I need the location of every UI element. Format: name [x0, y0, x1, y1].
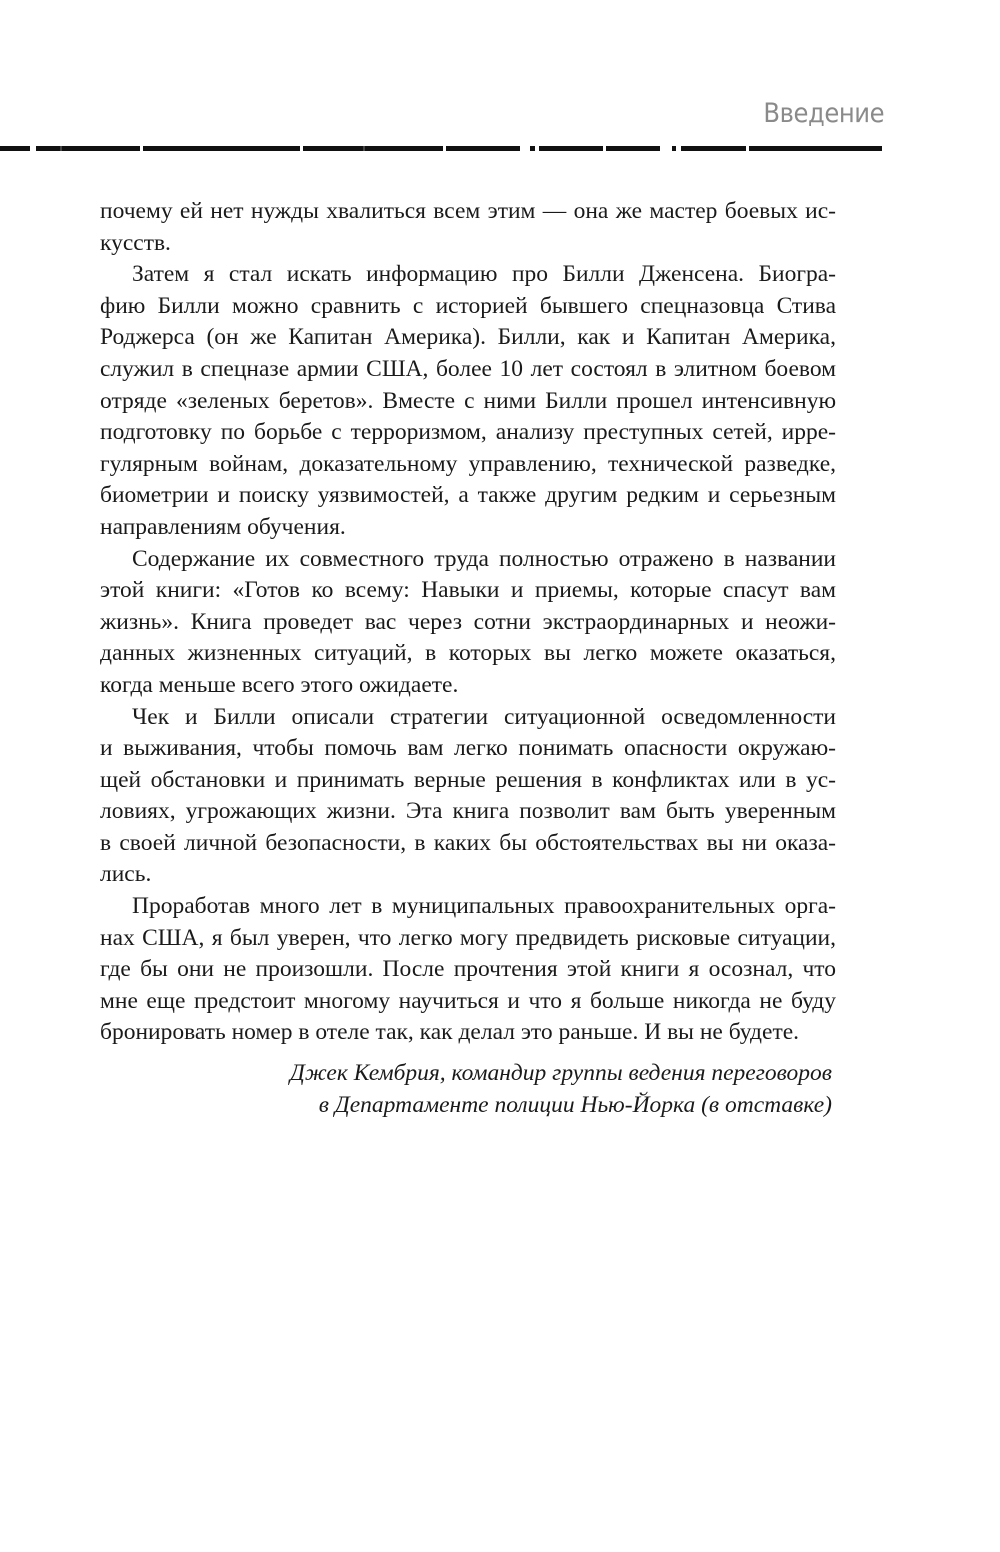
text-line: Чек и Билли описали стратегии ситуационной осведомленности [132, 703, 836, 730]
text-line: мне еще предстоит многому научиться и что я больше никогда не буду [100, 987, 836, 1014]
paragraph [100, 544, 836, 702]
text-line: подготовку по борьбе с терроризмом, анализу преступных сетей, ирре- [100, 419, 836, 446]
paragraph [100, 196, 836, 259]
paragraph [100, 702, 836, 892]
text-line: бронировать номер в отеле так, как делал это раньше. И вы не будете. [100, 1019, 800, 1046]
paragraph [100, 259, 836, 543]
text-line: Роджерса (он же Капитан Америка). Билли, как и Капитан Америка, [100, 324, 836, 351]
text-line: Затем я стал искать информацию про Билли Дженсена. Биогра- [132, 261, 836, 288]
text-line: кусств. [100, 229, 171, 256]
text-line: почему ей нет нужды хвалиться всем этим — она же мастер боевых ис- [100, 198, 836, 224]
signature-line: в Департаменте полиции Нью-Йорка (в отставке) [318, 1091, 832, 1118]
paragraph [100, 891, 836, 1049]
text-line: Проработав много лет в муниципальных правоохранительных орга- [132, 893, 836, 920]
text-line: ловиях, угрожающих жизни. Эта книга позволит вам быть уверенным [100, 798, 836, 825]
text-line: гулярным войнам, доказательному управлению, технической разведке, [100, 450, 836, 477]
text-line: в своей личной безопасности, в каких бы обстоятельствах вы ни оказа- [100, 829, 836, 856]
text-line: данных жизненных ситуаций, в которых вы легко можете оказаться, [100, 640, 836, 667]
text-line: отряде «зеленых беретов». Вместе с ними Билли прошел интенсивную [100, 387, 836, 414]
signature-line: Джек Кембрия, командир группы ведения переговоров [289, 1060, 832, 1086]
text-line: направлениям обучения. [100, 513, 346, 540]
body-text [100, 196, 836, 1049]
text-line: биометрии и поиску уязвимостей, а также другим редким и серьезным [100, 482, 836, 509]
text-line: где бы они не произошли. После прочтения этой книги я осознал, что [100, 956, 836, 983]
text-line: и выживания, чтобы помочь вам легко понимать опасности окружаю- [100, 735, 836, 762]
text-line: фию Билли можно сравнить с историей бывшего спецназовца Стива [100, 292, 836, 319]
text-line: лись. [100, 861, 152, 888]
running-head: Введение [763, 98, 884, 129]
text-line: служил в спецназе армии США, более 10 лет состоял в элитном боевом [100, 355, 836, 382]
text-line: этой книги: «Готов ко всему: Навыки и приемы, которые спасут вам [100, 577, 836, 604]
text-line: когда меньше всего этого ожидаете. [100, 671, 459, 698]
header-rule [0, 146, 882, 151]
text-line: нах США, я был уверен, что легко могу предвидеть рисковые ситуации, [100, 924, 836, 951]
signature [290, 1058, 832, 1121]
text-line: щей обстановки и принимать верные решения в конфликтах или в ус- [100, 766, 836, 793]
text-line: жизнь». Книга проведет вас через сотни экстраординарных и неожи- [100, 608, 836, 635]
text-line: Содержание их совместного труда полностью отражено в названии [132, 545, 836, 572]
